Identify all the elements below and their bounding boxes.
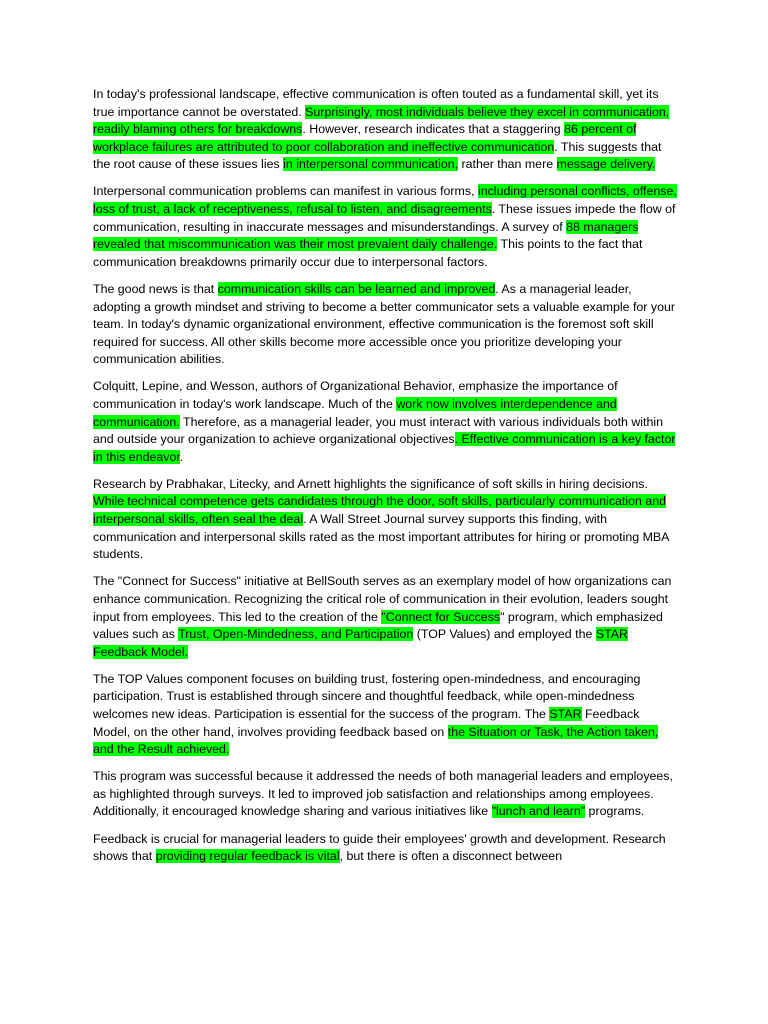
body-text: . This suggests that the root cause of these issues lies — [93, 139, 662, 172]
highlighted-text: "lunch and learn" — [491, 804, 586, 819]
body-text: (TOP Values) and employed the — [413, 627, 596, 642]
paragraph-2 — [93, 183, 678, 271]
paragraph-3 — [93, 281, 678, 369]
body-text: The TOP Values component focuses on building trust, fostering open-mindedness, and encouraging participation. Trust is established through sincere and thoughtful feedback, while open-mindedness welcomes new ideas. Participation is essential for the success of the program. The — [93, 671, 641, 721]
body-text: This points to the fact that communication breakdowns primarily occur due to interpersonal factors. — [93, 237, 643, 269]
paragraph-5 — [93, 476, 678, 564]
body-text: Therefore, as a managerial leader, you must interact with various individuals both within and outside your organization to achieve organizational objectives — [93, 414, 664, 447]
highlighted-text: message delivery. — [556, 157, 656, 172]
body-text: rather than mere — [458, 157, 557, 172]
paragraph-9 — [93, 831, 678, 866]
body-text: . As a managerial leader, adopting a growth mindset and striving to become a better communicator sets a valuable example for your team. In today's dynamic organizational environment, effective communication is the foremost soft skill required for success. All other skills become more accessible once you prioritize developing your communication abilities. — [93, 281, 675, 367]
body-text: , but there is often a disconnect between — [339, 849, 563, 864]
body-text: . These issues impede the flow of communication, resulting in inaccurate messages and misunderstandings. A survey of — [93, 202, 676, 234]
highlighted-text: in interpersonal communication, — [283, 157, 459, 172]
body-text: . — [179, 449, 184, 464]
paragraph-1 — [93, 86, 678, 174]
highlighted-text: including personal conflicts, offense, loss of trust, a lack of receptiveness, refusal to listen, and disagreements — [93, 184, 677, 217]
body-text: Feedback Model, on the other hand, involves providing feedback based on — [93, 707, 640, 739]
body-text: This program was successful because it addressed the needs of both managerial leaders and employees, as highlighted through surveys. It led to improved job satisfaction and relationships among employees. Additionally, it encouraged knowledge sharing and various initiatives like — [93, 769, 673, 819]
body-text: The "Connect for Success" initiative at BellSouth serves as an exemplary model of how organizations can enhance communication. Recognizing the critical role of communication in their evolution, leaders sought input from employees. This led to the creation of the — [93, 574, 672, 624]
highlighted-text: . Effective communication is a key factor in this endeavor — [93, 432, 676, 464]
paragraph-6 — [93, 573, 678, 661]
highlighted-text: work now involves interdependence and communication. — [93, 397, 617, 429]
paragraph-7 — [93, 671, 678, 759]
highlighted-text: 86 percent of workplace failures are attributed to poor collaboration and ineffective communication — [93, 122, 637, 154]
highlighted-text: the Situation or Task, the Action taken, and the Result achieved. — [93, 724, 659, 757]
highlighted-text: 88 managers revealed that miscommunication was their most prevalent daily challenge. — [93, 219, 639, 252]
body-text: Colquitt, Lepine, and Wesson, authors of Organizational Behavior, emphasize the importance of communication in today's work landscape. Much of the — [93, 379, 618, 411]
highlighted-text: "Connect for Success — [381, 609, 501, 624]
highlighted-text: providing regular feedback is vital — [155, 849, 340, 864]
highlighted-text: STAR — [549, 707, 582, 721]
highlighted-text: communication skills can be learned and improved — [217, 281, 496, 296]
body-text: The good news is that — [93, 281, 218, 296]
highlighted-text: Surprisingly, most individuals believe they excel in communication, readily blaming others for breakdowns — [93, 104, 670, 137]
paragraph-8 — [93, 768, 678, 821]
highlighted-text: STAR Feedback Model. — [93, 627, 628, 659]
body-text: Research by Prabhakar, Litecky, and Arnett highlights the significance of soft skills in hiring decisions. — [93, 476, 648, 491]
body-text: Interpersonal communication problems can manifest in various forms, — [93, 184, 478, 199]
highlighted-text: Trust, Open-Mindedness, and Participation — [178, 627, 414, 642]
body-text: . A Wall Street Journal survey supports this finding, with communication and interpersonal skills rated as the most important attributes for hiring or promoting MBA students. — [93, 512, 669, 562]
body-text: Feedback is crucial for managerial leaders to guide their employees' growth and development. Research shows that — [93, 831, 666, 864]
body-text: programs. — [585, 804, 645, 819]
paragraph-4 — [93, 378, 678, 466]
body-text: In today's professional landscape, effective communication is often touted as a fundamental skill, yet its true importance cannot be overstated. — [93, 87, 659, 119]
body-text: " program, which emphasized values such as — [93, 609, 663, 642]
body-text: . However, research indicates that a staggering — [302, 122, 565, 137]
document-page — [93, 86, 678, 875]
highlighted-text: While technical competence gets candidates through the door, soft skills, particularly communication and interpersonal skills, often seal the deal — [93, 494, 667, 527]
